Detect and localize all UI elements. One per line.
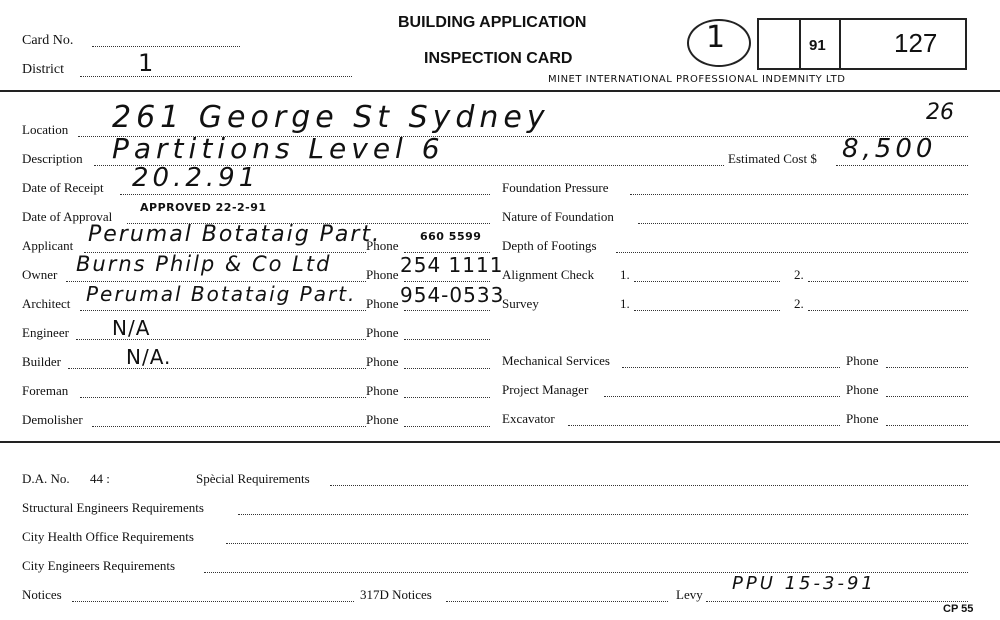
da-no-value: 44 : xyxy=(90,471,110,486)
builder-label: Builder xyxy=(22,354,61,369)
notices-dotted-line xyxy=(72,601,354,602)
survey-label: Survey xyxy=(502,296,539,311)
form-code: CP 55 xyxy=(943,603,974,615)
date-of-receipt-value: 20.2.91 xyxy=(132,163,260,193)
foundation-pressure-dotted-line xyxy=(630,194,968,195)
demolisher-phone-label: Phone xyxy=(366,412,399,427)
box-number: 127 xyxy=(894,28,938,58)
district-value: 1 xyxy=(138,49,154,77)
section-rule xyxy=(0,441,1000,443)
box-year: 91 xyxy=(809,37,826,54)
estimated-cost-label: Estimated Cost $ xyxy=(728,151,817,166)
depth-of-footings-dotted-line xyxy=(616,252,968,253)
architect-dotted-line xyxy=(80,310,366,311)
date-of-receipt-dotted-line xyxy=(120,194,490,195)
estimated-cost-dotted-line xyxy=(836,165,968,166)
project-manager-dotted-line xyxy=(604,396,840,397)
alignment-check-num1: 1. xyxy=(620,267,630,282)
project-manager-label: Project Manager xyxy=(502,382,589,397)
structural-requirements-dotted-line xyxy=(238,514,968,515)
excavator-dotted-line xyxy=(568,425,840,426)
builder-phone-label: Phone xyxy=(366,354,399,369)
header-rule xyxy=(0,90,1000,92)
structural-requirements-label: Structural Engineers Requirements xyxy=(22,500,204,515)
health-requirements-label: City Health Office Requirements xyxy=(22,529,194,544)
alignment-check-line1 xyxy=(634,281,780,282)
builder-value: N/A. xyxy=(126,345,172,369)
project-manager-phone-label: Phone xyxy=(846,382,879,397)
box-divider-2 xyxy=(839,18,841,70)
nature-of-foundation-dotted-line xyxy=(638,223,968,224)
survey-line1 xyxy=(634,310,780,311)
date-of-receipt-label: Date of Receipt xyxy=(22,180,104,195)
architect-phone-value: 954-0533 xyxy=(400,283,505,307)
architect-phone-label: Phone xyxy=(366,296,399,311)
engineer-phone-label: Phone xyxy=(366,325,399,340)
date-of-approval-label: Date of Approval xyxy=(22,209,113,224)
foreman-phone-dotted-line xyxy=(404,397,490,398)
applicant-label: Applicant xyxy=(22,238,74,253)
location-value: 261 George St Sydney xyxy=(112,100,550,135)
levy-dotted-line xyxy=(706,601,968,602)
engineer-value: N/A xyxy=(112,316,151,340)
alignment-check-line2 xyxy=(808,281,968,282)
project-manager-phone-dotted-line xyxy=(886,396,968,397)
engineer-phone-dotted-line xyxy=(404,339,490,340)
estimated-cost-value: 8,500 xyxy=(842,134,937,164)
excavator-phone-dotted-line xyxy=(886,425,968,426)
health-requirements-dotted-line xyxy=(226,543,968,544)
levy-label: Levy xyxy=(676,587,703,602)
notices-317d-label: 317D Notices xyxy=(360,587,432,602)
district-label: District xyxy=(22,62,64,77)
depth-of-footings-label: Depth of Footings xyxy=(502,238,597,253)
description-value: Partitions Level 6 xyxy=(112,132,445,165)
applicant-phone-value: 660 5599 xyxy=(420,230,482,243)
owner-value: Burns Philp & Co Ltd xyxy=(76,252,332,276)
notices-317d-dotted-line xyxy=(446,601,668,602)
city-engineers-requirements-label: City Engineers Requirements xyxy=(22,558,176,573)
description-label: Description xyxy=(22,151,83,166)
architect-phone-dotted-line xyxy=(404,310,490,311)
survey-num1: 1. xyxy=(620,296,630,311)
box-divider-1 xyxy=(799,18,801,70)
levy-value: PPU 15-3-91 xyxy=(732,573,876,594)
mechanical-services-phone-label: Phone xyxy=(846,353,879,368)
demolisher-phone-dotted-line xyxy=(404,426,490,427)
excavator-label: Excavator xyxy=(502,411,555,426)
survey-num2: 2. xyxy=(794,296,804,311)
mechanical-services-dotted-line xyxy=(622,367,840,368)
owner-phone-dotted-line xyxy=(404,281,490,282)
applicant-value: Perumal Botataig Part. xyxy=(88,222,382,247)
date-of-approval-value: APPROVED 22-2-91 xyxy=(140,201,267,214)
owner-label: Owner xyxy=(22,267,58,282)
foreman-phone-label: Phone xyxy=(366,383,399,398)
architect-value: Perumal Botataig Part. xyxy=(86,282,357,306)
special-requirements-dotted-line xyxy=(330,485,968,486)
handwritten-note: MINET INTERNATIONAL PROFESSIONAL INDEMNITY LTD xyxy=(548,74,846,85)
architect-label: Architect xyxy=(22,296,71,311)
mechanical-services-phone-dotted-line xyxy=(886,367,968,368)
owner-phone-value: 254 1111 xyxy=(400,253,504,277)
location-label: Location xyxy=(22,122,69,137)
foundation-pressure-label: Foundation Pressure xyxy=(502,180,609,195)
nature-of-foundation-label: Nature of Foundation xyxy=(502,209,614,224)
circled-number: 1 xyxy=(706,20,726,55)
foreman-dotted-line xyxy=(80,397,366,398)
card-no-label: Card No. xyxy=(22,33,74,48)
title-line2: INSPECTION CARD xyxy=(424,50,573,67)
title-line1: BUILDING APPLICATION xyxy=(398,14,587,31)
owner-phone-label: Phone xyxy=(366,267,399,282)
mechanical-services-label: Mechanical Services xyxy=(502,353,610,368)
demolisher-label: Demolisher xyxy=(22,412,83,427)
notices-label: Notices xyxy=(22,587,62,602)
foreman-label: Foreman xyxy=(22,383,69,398)
excavator-phone-label: Phone xyxy=(846,411,879,426)
builder-dotted-line xyxy=(68,368,366,369)
builder-phone-dotted-line xyxy=(404,368,490,369)
alignment-check-label: Alignment Check xyxy=(502,267,595,282)
survey-line2 xyxy=(808,310,968,311)
demolisher-dotted-line xyxy=(92,426,366,427)
alignment-check-num2: 2. xyxy=(794,267,804,282)
applicant-phone-label: Phone xyxy=(366,238,399,253)
engineer-label: Engineer xyxy=(22,325,69,340)
location-extra: 26 xyxy=(926,100,954,125)
district-dotted-line xyxy=(80,76,352,77)
special-requirements-label: Spècial Requirements xyxy=(196,471,310,486)
card-no-dotted-line xyxy=(92,46,240,47)
da-no-label: D.A. No. xyxy=(22,471,70,486)
